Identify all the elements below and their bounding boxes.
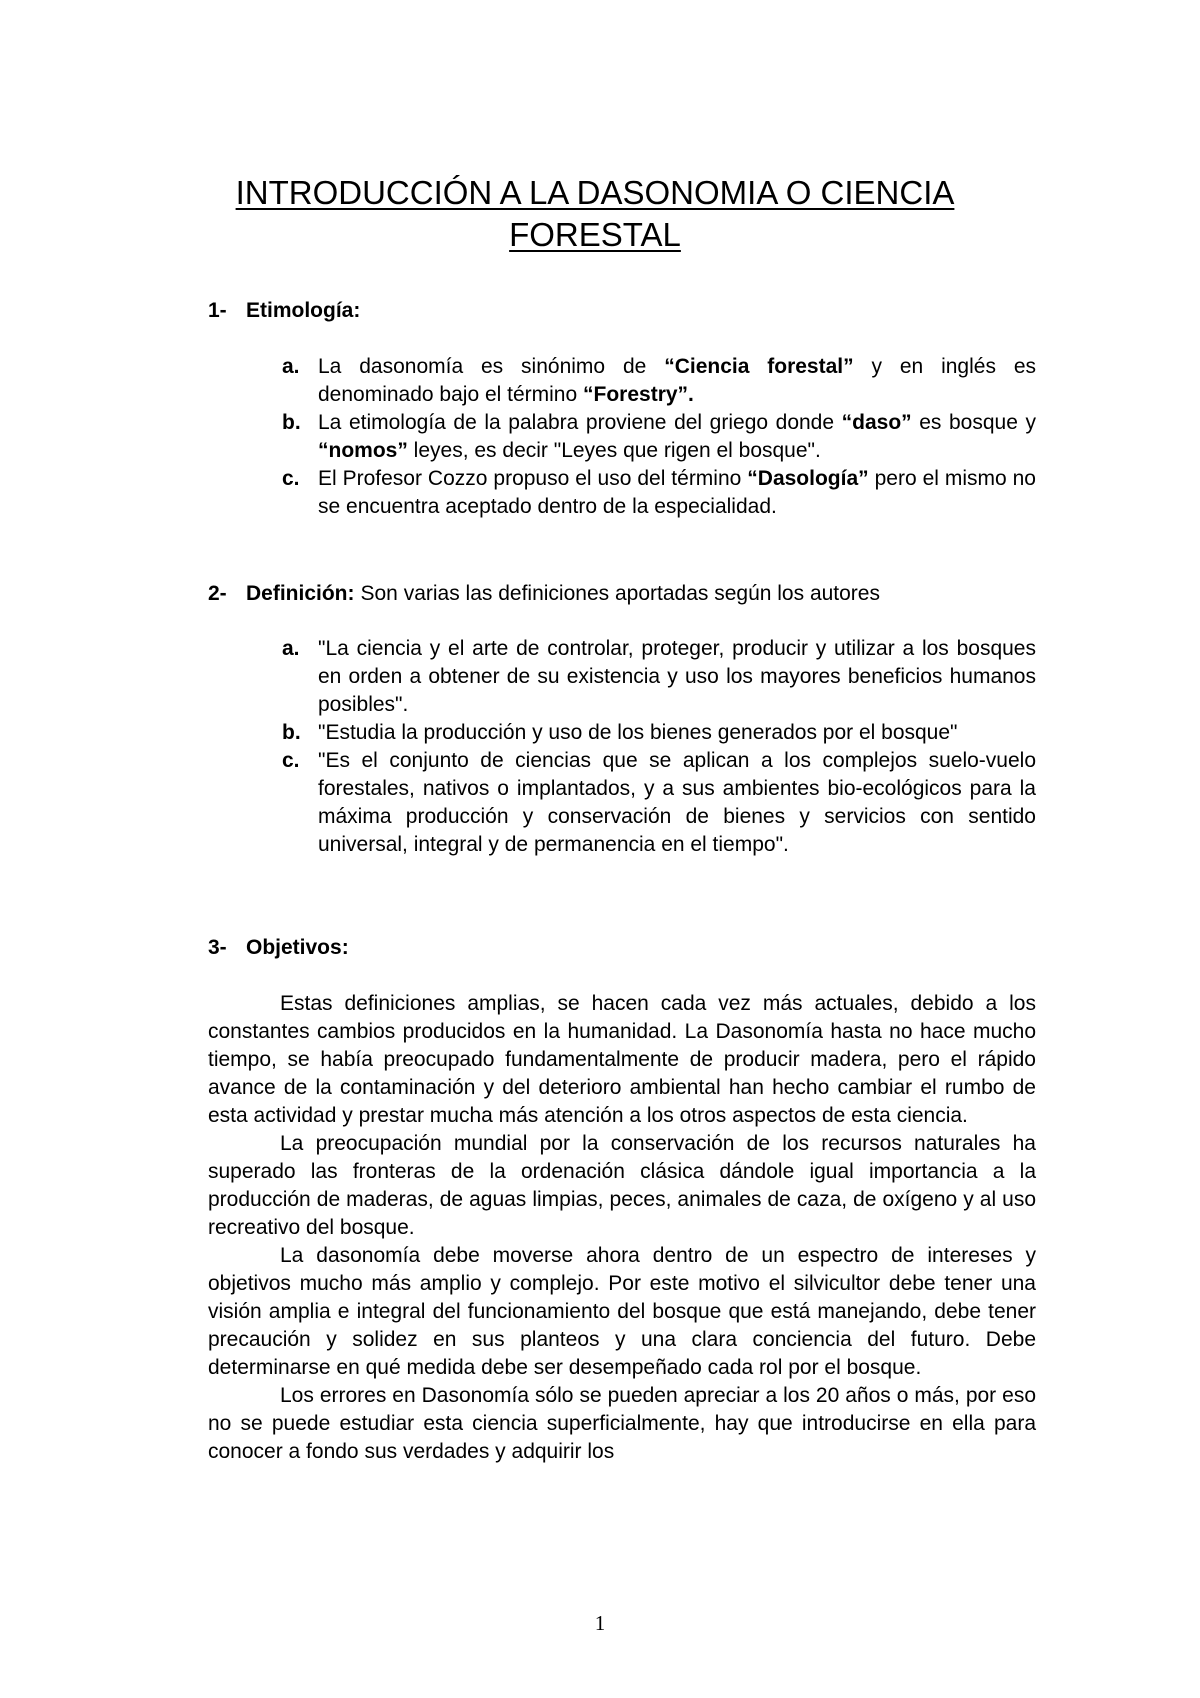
item-text: y en inglés es denominado bajo el término <box>318 355 1037 406</box>
list-item <box>282 719 1036 747</box>
section-label: Objetivos: <box>246 936 349 959</box>
paragraph: Los errores en Dasonomía sólo se pueden apreciar a los 20 años o más, por eso no se puede estudiar esta ciencia superficialmente, hay que introducirse en ella para conocer a fondo sus verdades y adquirir los <box>208 1384 1036 1463</box>
list-item <box>282 409 1036 465</box>
list-marker: b. <box>282 721 301 744</box>
item-text: "La ciencia y el arte de controlar, proteger, producir y utilizar a los bosques en orden a obtener de su existencia y uso los mayores beneficios humanos posibles". <box>318 637 1036 716</box>
etimologia-list <box>0 353 1200 521</box>
paragraph: Estas definiciones amplias, se hacen cada vez más actuales, debido a los constantes cambios producidos en la humanidad. La Dasonomía hasta no hace mucho tiempo, se había preocupado fundamentalmente de producir madera, pero el rápido avance de la contaminación y del deterioro ambiental han hecho cambiar el rumbo de esta actividad y prestar mucha más atención a los otros aspectos de esta ciencia. <box>208 992 1036 1127</box>
section-number: 3- <box>208 936 227 959</box>
list-marker: c. <box>282 749 300 772</box>
item-bold-term: “nomos” <box>318 439 408 462</box>
objetivos-body <box>208 990 1036 1466</box>
section-label: Etimología: <box>246 299 361 322</box>
item-bold-term: “Dasología” <box>747 467 869 490</box>
page-number: 1 <box>594 1611 606 1635</box>
item-bold-term: “Forestry”. <box>583 383 694 406</box>
list-marker: c. <box>282 467 300 490</box>
item-bold-term: “daso” <box>841 411 912 434</box>
section-number: 1- <box>208 299 227 322</box>
section-heading-objetivos <box>208 934 349 962</box>
item-text: El Profesor Cozzo propuso el uso del término <box>318 467 748 490</box>
list-item <box>282 747 1036 859</box>
section-heading-definicion <box>208 580 880 608</box>
list-marker: b. <box>282 411 301 434</box>
item-text: "Estudia la producción y uso de los bienes generados por el bosque" <box>318 721 958 744</box>
section-number: 2- <box>208 582 227 605</box>
item-text: pero el mismo no se encuentra aceptado dentro de la especialidad. <box>318 467 1036 518</box>
item-text: es bosque y <box>911 411 1036 434</box>
item-bold-term: “Ciencia forestal” <box>664 355 854 378</box>
paragraph: La dasonomía debe moverse ahora dentro de un espectro de intereses y objetivos mucho más amplio y complejo. Por este motivo el silvicultor debe tener una visión amplia e integral del funcionamiento del bosque que está manejando, debe tener precaución y solidez en sus planteos y una clara conciencia del futuro. Debe determinarse en qué medida debe ser desempeñado cada rol por el bosque. <box>208 1244 1036 1379</box>
list-item <box>282 465 1036 521</box>
item-text: La dasonomía es sinónimo de <box>318 355 665 378</box>
section-intro: Son varias las definiciones aportadas según los autores <box>360 582 880 605</box>
list-marker: a. <box>282 355 300 378</box>
item-text: leyes, es decir "Leyes que rigen el bosque". <box>407 439 821 462</box>
section-label: Definición: <box>246 582 355 605</box>
list-item <box>282 635 1036 719</box>
item-text: "Es el conjunto de ciencias que se aplican a los complejos suelo-vuelo forestales, nativos o implantados, y a sus ambientes bio-ecológicos para la máxima producción y conservación de bienes y servicios con sentido universal, integral y de permanencia en el tiempo". <box>318 749 1036 856</box>
definicion-list <box>0 635 1200 859</box>
item-text: La etimología de la palabra proviene del griego donde <box>318 411 842 434</box>
paragraph: La preocupación mundial por la conservación de los recursos naturales ha superado las fronteras de la ordenación clásica dándole igual importancia a la producción de maderas, de aguas limpias, peces, animales de caza, de oxígeno y al uso recreativo del bosque. <box>208 1132 1036 1239</box>
document-title: INTRODUCCIÓN A LA DASONOMIA O CIENCIA FORESTAL <box>235 174 955 253</box>
list-marker: a. <box>282 637 300 660</box>
section-heading-etimologia <box>208 297 360 325</box>
list-item <box>282 353 1037 409</box>
